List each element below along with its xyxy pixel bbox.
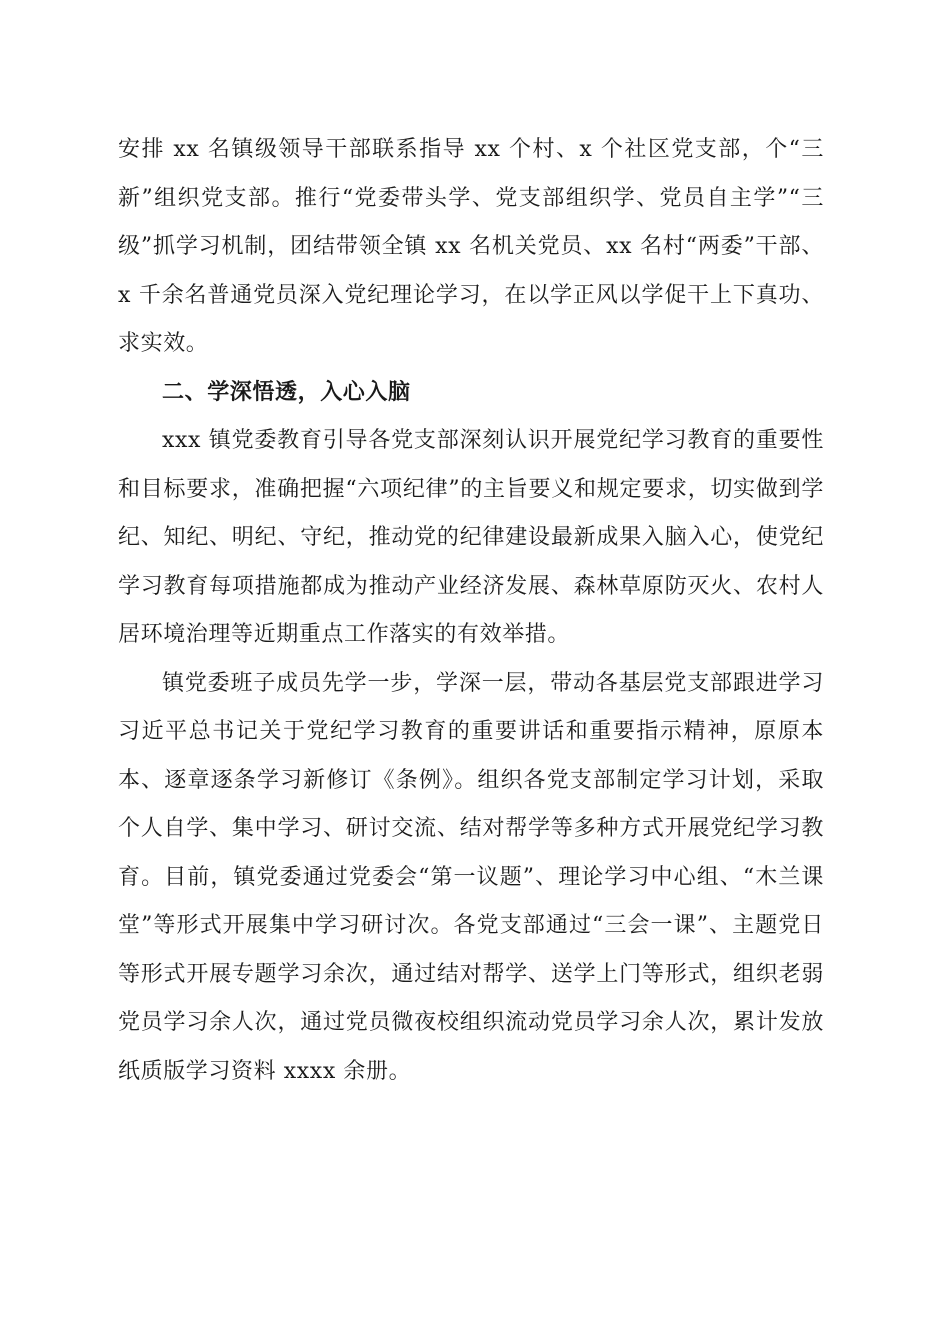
document-body (118, 126, 824, 1096)
paragraph-study-activities: 镇党委班子成员先学一步，学深一层，带动各基层党支部跟进学习习近平总书记关于党纪学习教育的重要讲话和重要指示精神，原原本本、逐章逐条学习新修订《条例》。组织各党支部制定学习计划，采取个人自学、集中学习、研讨交流、结对帮学等多种方式开展党纪学习教育。目前，镇党委通过党委会“第一议题”、理论学习中心组、“木兰课堂”等形式开展集中学习研讨次。各党支部通过“三会一课”、主题党日等形式开展专题学习余次，通过结对帮学、送学上门等形式，组织老弱党员学习余人次，通过党员微夜校组织流动党员学习余人次，累计发放纸质版学习资料 xxxx 余册。 (118, 670, 824, 1084)
section-heading-2: 二、学深悟透，入心入脑 (162, 379, 411, 405)
paragraph-section-2-intro: xxx 镇党委教育引导各党支部深刻认识开展党纪学习教育的重要性和目标要求，准确把握“六项纪律”的主旨要义和规定要求，切实做到学纪、知纪、明纪、守纪，推动党的纪律建设最新成果入脑入心，使党纪学习教育每项措施都成为推动产业经济发展、森林草原防灭火、农村人居环境治理等近期重点工作落实的有效举措。 (118, 428, 824, 647)
paragraph-continued: 安排 xx 名镇级领导干部联系指导 xx 个村、x 个社区党支部，个“三新”组织党支部。推行“党委带头学、党支部组织学、党员自主学”“三级”抓学习机制，团结带领全镇 xx 名机关党员、xx 名村“两委”干部、x 千余名普通党员深入党纪理论学习，在以学正风以学促干上下真功、求实效。 (118, 137, 824, 356)
